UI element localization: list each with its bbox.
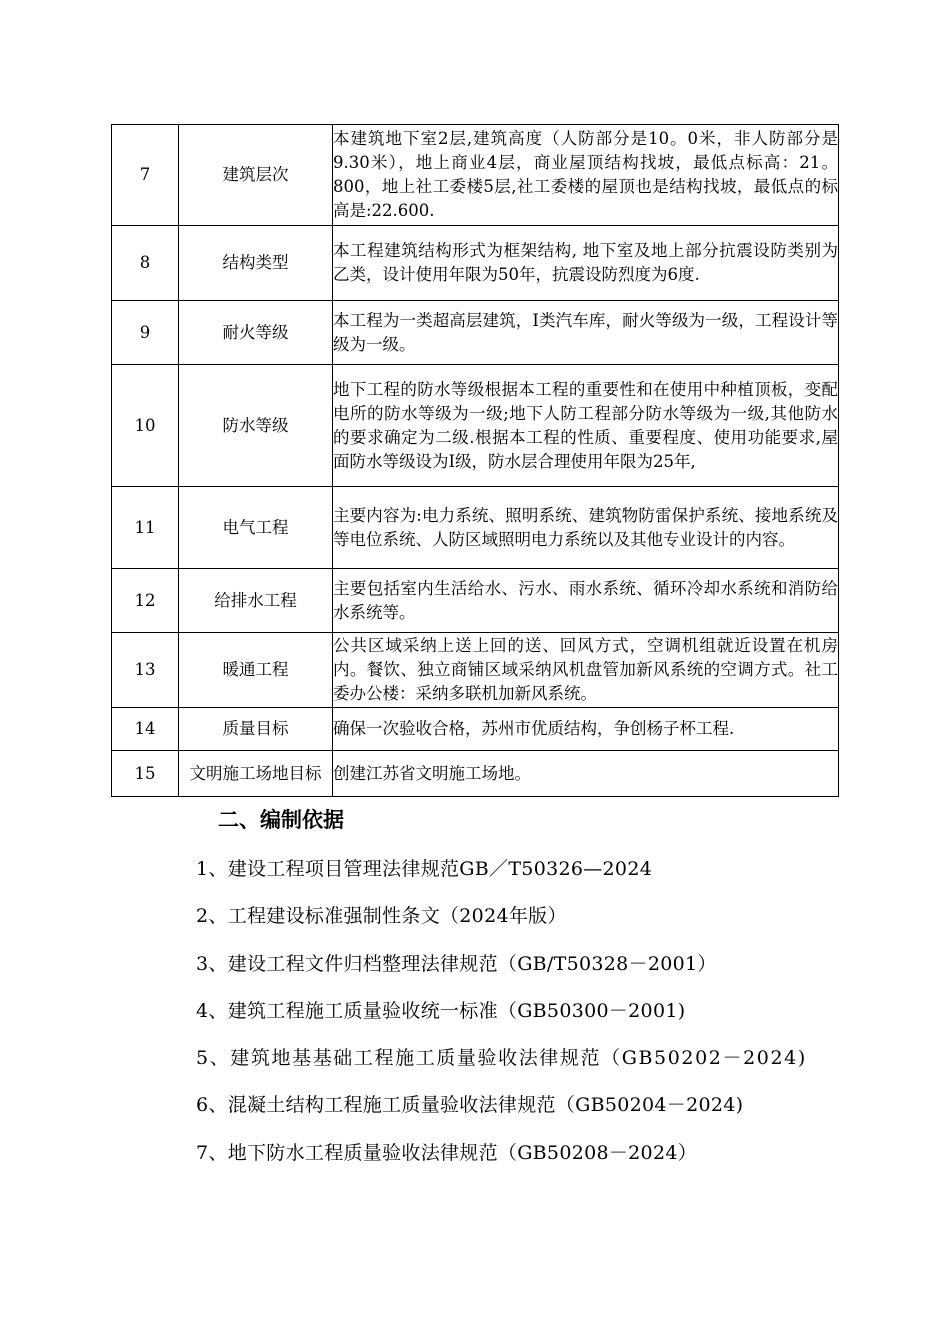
row-description: 地下工程的防水等级根据本工程的重要性和在使用中种植顶板，变配电所的防水等级为一级;地下人防工程部分防水等级为一级,其他防水的要求确定为二级.根据本工程的性质、重要程度、使用功能要求,屋面防水等级设为Ⅰ级，防水层合理使用年限为25年, — [333, 365, 839, 487]
reference-item: 4、建筑工程施工质量验收统一标准（GB50300－2001) — [196, 999, 686, 1022]
row-number: 14 — [112, 708, 179, 751]
row-item: 文明施工场地目标 — [179, 751, 333, 797]
row-item: 质量目标 — [179, 708, 333, 751]
row-description: 本工程为一类超高层建筑，I类汽车库，耐火等级为一级，工程设计等级为一级。 — [333, 301, 839, 365]
row-number: 15 — [112, 751, 179, 797]
row-description: 确保一次验收合格，苏州市优质结构，争创杨子杯工程. — [333, 708, 839, 751]
row-number: 11 — [112, 487, 179, 569]
row-item: 防水等级 — [179, 365, 333, 487]
row-item: 暖通工程 — [179, 633, 333, 708]
reference-item: 1、建设工程项目管理法律规范GB／T50326—2024 — [196, 858, 653, 880]
table-row — [112, 633, 839, 708]
row-description: 本建筑地下室2层,建筑高度（人防部分是10。0米，非人防部分是9.30米），地上商业4层，商业屋顶结构找坡，最低点标高：21。800，地上社工委楼5层,社工委楼的屋顶也是结构找坡，最低点的标高是:22.600. — [333, 125, 839, 226]
row-description: 主要包括室内生活给水、污水、雨水系统、循环冷却水系统和消防给水系统等。 — [333, 569, 839, 633]
row-item: 建筑层次 — [179, 125, 333, 226]
row-number: 9 — [112, 301, 179, 365]
reference-item: 2、工程建设标准强制性条文（2024年版） — [196, 905, 567, 928]
table-row — [112, 301, 839, 365]
row-description: 本工程建筑结构形式为框架结构, 地下室及地上部分抗震设防类别为乙类，设计使用年限为50年，抗震设防烈度为6度. — [333, 226, 839, 301]
reference-list — [163, 850, 813, 1181]
table-row — [112, 125, 839, 226]
reference-item: 7、地下防水工程质量验收法律规范（GB50208－2024） — [196, 1141, 698, 1164]
row-item: 电气工程 — [179, 487, 333, 569]
row-description: 公共区域采纳上送上回的送、回风方式，空调机组就近设置在机房内。餐饮、独立商铺区域采纳风机盘管加新风系统的空调方式。社工委办公楼：采纳多联机加新风系统。 — [333, 633, 839, 708]
reference-item: 5、建筑地基基础工程施工质量验收法律规范（GB50202－2024) — [196, 1047, 807, 1070]
row-number: 10 — [112, 365, 179, 487]
table-row — [112, 365, 839, 487]
section-heading: 二、编制依据 — [218, 808, 344, 832]
row-number: 7 — [112, 125, 179, 226]
row-description: 创建江苏省文明施工场地。 — [333, 751, 839, 797]
table-row — [112, 569, 839, 633]
table-row — [112, 708, 839, 751]
row-description: 主要内容为:电力系统、照明系统、建筑物防雷保护系统、接地系统及等电位系统、人防区域照明电力系统以及其他专业设计的内容。 — [333, 487, 839, 569]
reference-item: 3、建设工程文件归档整理法律规范（GB/T50328－2001） — [196, 952, 717, 975]
project-overview-table — [111, 124, 839, 797]
table-row — [112, 751, 839, 797]
row-number: 8 — [112, 226, 179, 301]
row-number: 13 — [112, 633, 179, 708]
reference-item: 6、混凝土结构工程施工质量验收法律规范（GB50204－2024) — [196, 1094, 744, 1117]
row-item: 结构类型 — [179, 226, 333, 301]
row-number: 12 — [112, 569, 179, 633]
row-item: 耐火等级 — [179, 301, 333, 365]
table-row — [112, 487, 839, 569]
row-item: 给排水工程 — [179, 569, 333, 633]
table-row — [112, 226, 839, 301]
